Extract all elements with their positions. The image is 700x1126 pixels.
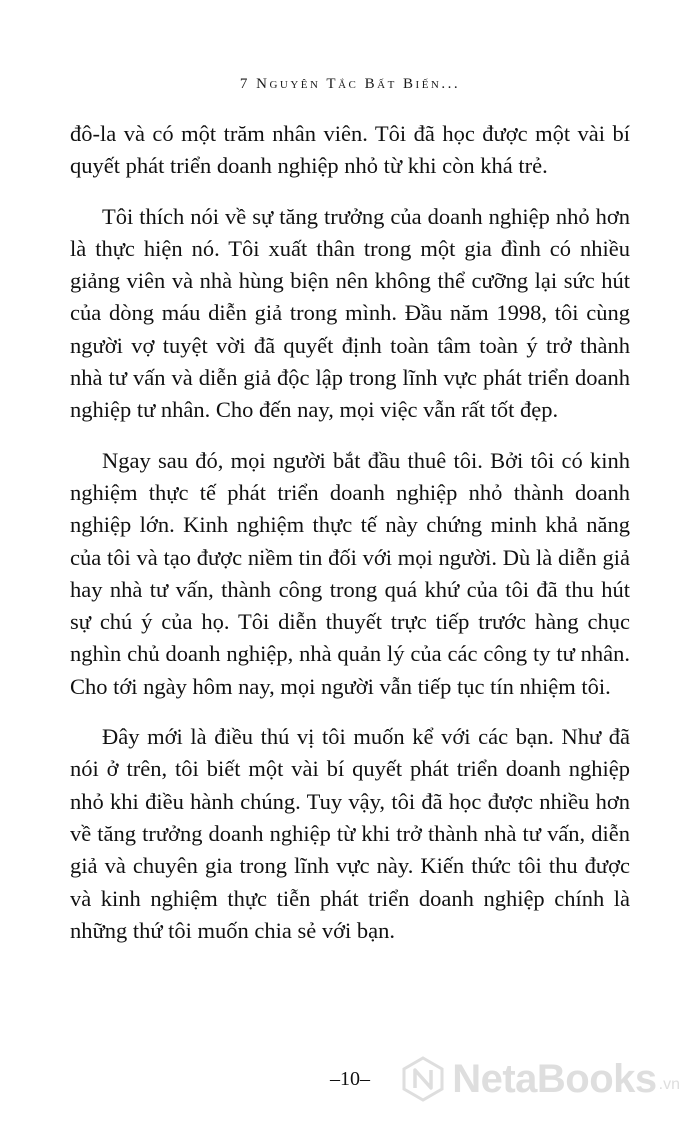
watermark-suffix: .vn <box>658 1076 680 1093</box>
watermark <box>400 1056 680 1102</box>
netabooks-logo-icon <box>400 1056 446 1102</box>
paragraph-1: đô-la và có một trăm nhân viên. Tôi đã học được một vài bí quyết phát triển doanh nghiệp nhỏ từ khi còn khá trẻ. <box>70 121 630 179</box>
paragraph-3: Ngay sau đó, mọi người bắt đầu thuê tôi. Bởi tôi có kinh nghiệm thực tế phát triển doanh nghiệp nhỏ thành doanh nghiệp lớn. Kinh nghiệm thực tế này chứng minh khả năng của tôi và tạo được niềm tin đối với mọi người. Dù là diễn giả hay nhà tư vấn, thành công trong quá khứ của tôi đã thu hút sự chú ý của họ. Tôi diễn thuyết trực tiếp trước hàng chục nghìn chủ doanh nghiệp, nhà quản lý của các công ty tư nhân. Cho tới ngày hôm nay, mọi người vẫn tiếp tục tín nhiệm tôi. <box>70 447 630 699</box>
paragraph-2: Tôi thích nói về sự tăng trưởng của doanh nghiệp nhỏ hơn là thực hiện nó. Tôi xuất thân trong một gia đình có nhiều giảng viên và nhà hùng biện nên không thể cưỡng lại sức hút của dòng máu diễn giả trong mình. Đầu năm 1998, tôi cùng người vợ tuyệt vời đã quyết định toàn tâm toàn ý trở thành nhà tư vấn và diễn giả độc lập trong lĩnh vực phát triển doanh nghiệp tư nhân. Cho đến nay, mọi việc vẫn rất tốt đẹp. <box>70 203 630 423</box>
body-text <box>70 118 630 947</box>
page-number: –10– <box>330 1068 370 1090</box>
running-header: 7 Nguyên Tắc Bất Biến... <box>239 76 461 92</box>
paragraph-4: Đây mới là điều thú vị tôi muốn kể với các bạn. Như đã nói ở trên, tôi biết một vài bí quyết phát triển doanh nghiệp nhỏ khi điều hành chúng. Tuy vậy, tôi đã học được nhiều hơn về tăng trưởng doanh nghiệp từ khi trở thành nhà tư vấn, diễn giả và chuyên gia trong lĩnh vực này. Kiến thức tôi thu được và kinh nghiệm thực tiễn phát triển doanh nghiệp chính là những thứ tôi muốn chia sẻ với bạn. <box>70 724 630 943</box>
watermark-brand: NetaBooks <box>452 1056 657 1101</box>
